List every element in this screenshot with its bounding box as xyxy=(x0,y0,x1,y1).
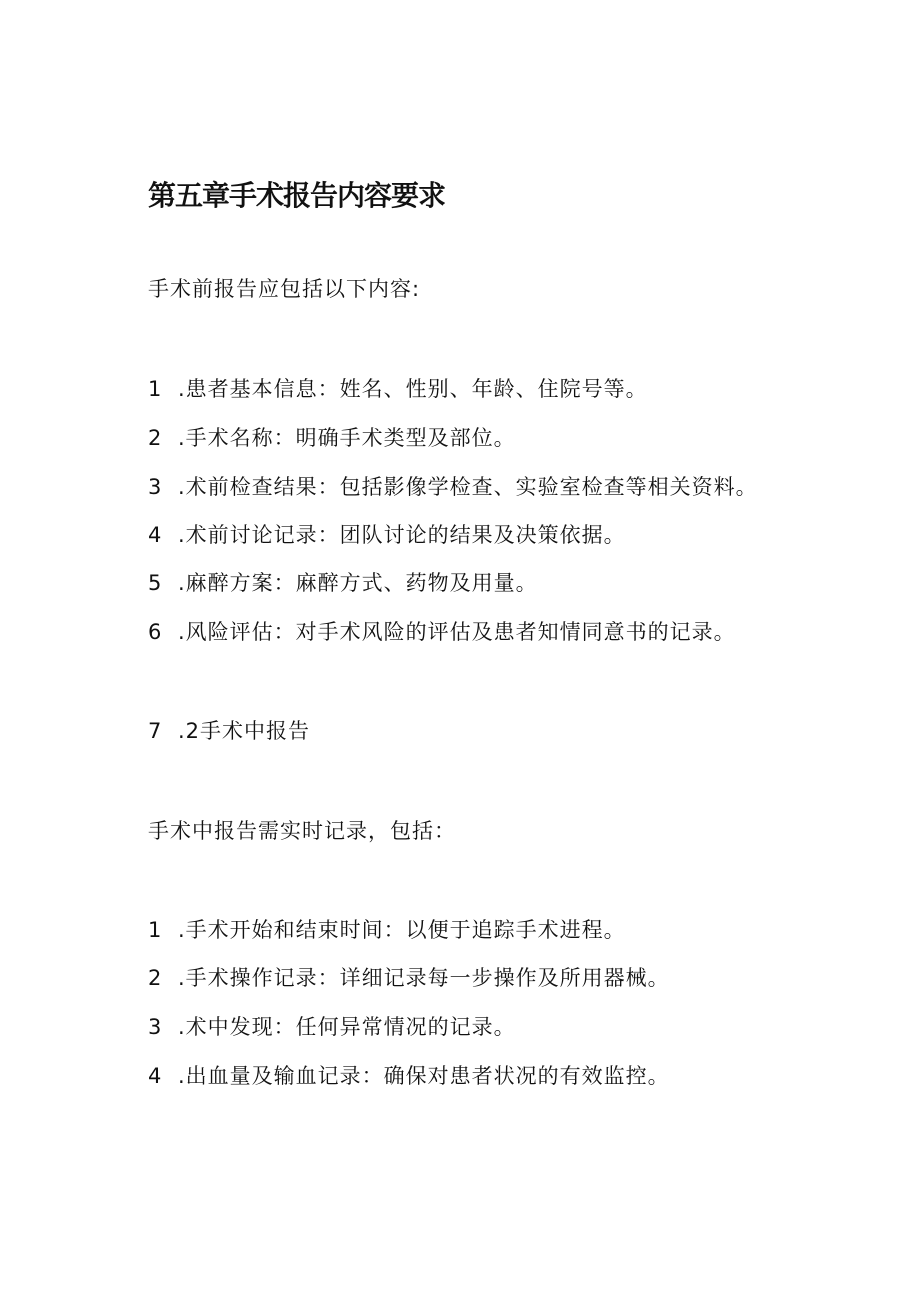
intra-op-intro: 手术中报告需实时记录，包括： xyxy=(148,819,456,843)
pre-op-intro: 手术前报告应包括以下内容: xyxy=(148,277,421,301)
list-item-text: .麻醉方案：麻醉方式、药物及用量。 xyxy=(178,571,538,595)
pre-op-item-5 xyxy=(148,567,538,597)
section-heading-text: .2手术中报告 xyxy=(178,719,311,743)
section-number: 7 xyxy=(148,719,163,743)
list-item-text: .术前检查结果：包括影像学检查、实验室检查等相关资料。 xyxy=(178,475,758,499)
pre-op-item-2 xyxy=(148,422,516,452)
list-item-number: 4 xyxy=(148,1064,163,1088)
list-item-text: .术中发现：任何异常情况的记录。 xyxy=(178,1015,516,1039)
pre-op-item-3 xyxy=(148,471,758,501)
list-item-number: 5 xyxy=(148,571,163,595)
pre-op-item-4 xyxy=(148,519,626,549)
intra-op-item-4 xyxy=(148,1060,670,1090)
intra-op-item-2 xyxy=(148,962,670,992)
list-item-number: 2 xyxy=(148,426,163,450)
list-item-number: 1 xyxy=(148,918,163,942)
list-item-text: .风险评估：对手术风险的评估及患者知情同意书的记录。 xyxy=(178,620,736,644)
intra-op-heading xyxy=(148,715,310,745)
list-item-text: .手术名称：明确手术类型及部位。 xyxy=(178,426,516,450)
intra-op-item-3 xyxy=(148,1011,516,1041)
pre-op-item-6 xyxy=(148,616,736,646)
list-item-number: 6 xyxy=(148,620,163,644)
pre-op-item-1 xyxy=(148,373,648,403)
list-item-text: .出血量及输血记录：确保对患者状况的有效监控。 xyxy=(178,1064,670,1088)
list-item-number: 3 xyxy=(148,475,163,499)
list-item-text: .术前讨论记录：团队讨论的结果及决策依据。 xyxy=(178,523,626,547)
intra-op-item-1 xyxy=(148,914,626,944)
list-item-number: 3 xyxy=(148,1015,163,1039)
list-item-text: .患者基本信息：姓名、性别、年龄、住院号等。 xyxy=(178,377,648,401)
list-item-text: .手术开始和结束时间：以便于追踪手术进程。 xyxy=(178,918,626,942)
list-item-number: 4 xyxy=(148,523,163,547)
list-item-number: 2 xyxy=(148,966,163,990)
list-item-number: 1 xyxy=(148,377,163,401)
chapter-title: 第五章手术报告内容要求 xyxy=(148,179,446,212)
list-item-text: .手术操作记录：详细记录每一步操作及所用器械。 xyxy=(178,966,670,990)
